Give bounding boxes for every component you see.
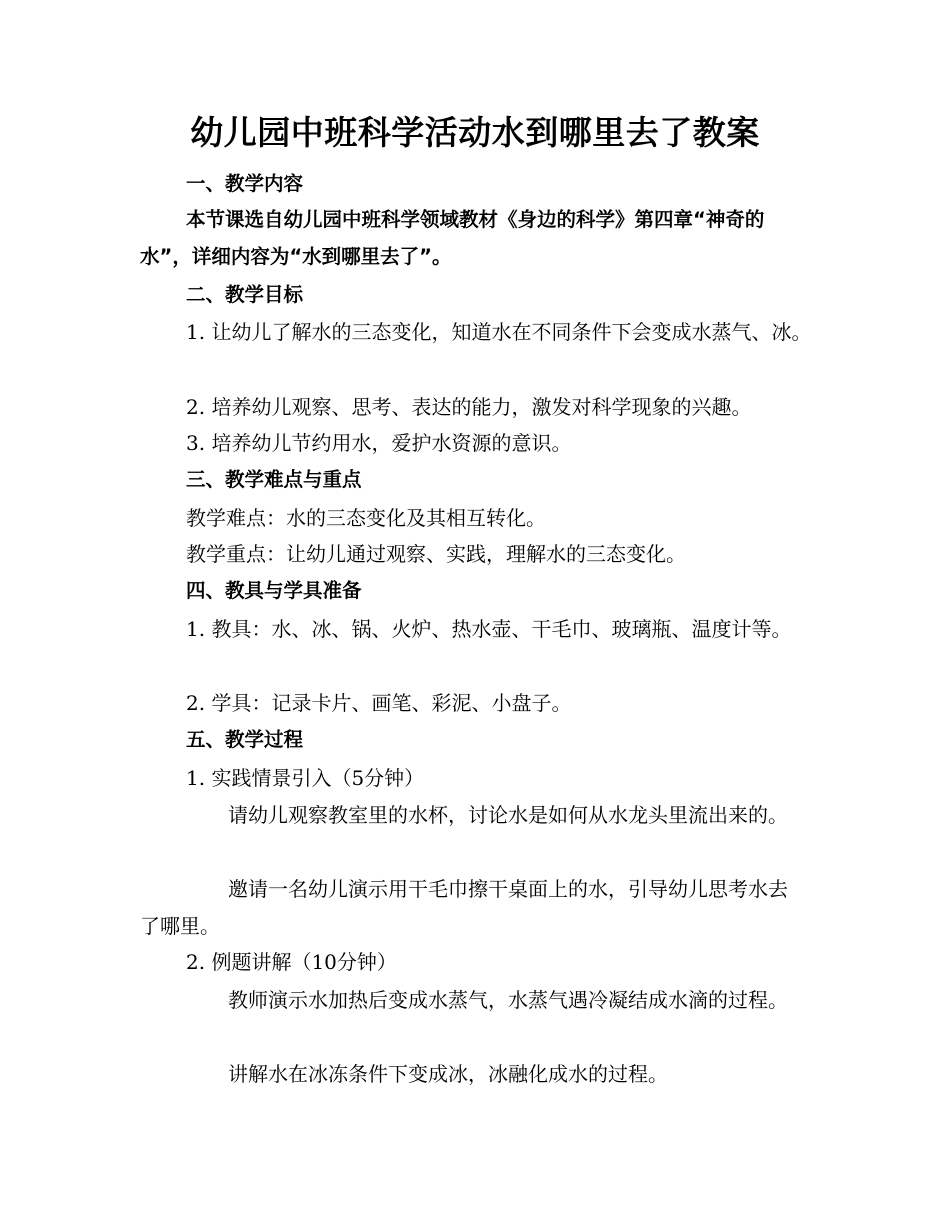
focus-text: 教学重点：让幼儿通过观察、实践，理解水的三态变化。: [186, 542, 686, 566]
goal-item-2: 2. 培养幼儿观察、思考、表达的能力，激发对科学现象的兴趣。: [186, 395, 752, 419]
content-text: 本节课选自幼儿园中班科学领域教材《身边的科学》第四章“神奇的水”，详细内容为“水到哪里去了”。: [140, 208, 765, 268]
process-step-2-b: 讲解水在冰冻条件下变成冰，冰融化成水的过程。: [228, 1062, 668, 1086]
goal-item-1: 1. 让幼儿了解水的三态变化，知道水在不同条件下会变成水蒸气、冰。: [186, 320, 812, 344]
process-step-2-a: 教师演示水加热后变成水蒸气，水蒸气遇冷凝结成水滴的过程。: [228, 988, 788, 1012]
heading-difficulty: 三、教学难点与重点: [186, 468, 362, 491]
heading-content: 一、教学内容: [186, 172, 304, 195]
tools-item-2: 2. 学具：记录卡片、画笔、彩泥、小盘子。: [186, 691, 572, 715]
heading-process: 五、教学过程: [186, 728, 304, 751]
heading-tools: 四、教具与学具准备: [186, 579, 362, 602]
goal-item-3: 3. 培养幼儿节约用水，爱护水资源的意识。: [186, 431, 572, 455]
process-step-1-b: 邀请一名幼儿演示用干毛巾擦干桌面上的水，引导幼儿思考水去了哪里。: [140, 877, 788, 938]
process-step-1-a: 请幼儿观察教室里的水杯，讨论水是如何从水龙头里流出来的。: [228, 803, 788, 827]
heading-goals: 二、教学目标: [186, 283, 304, 306]
page-title: 幼儿园中班科学活动水到哪里去了教案: [190, 113, 760, 152]
process-step-1: 1. 实践情景引入（5分钟）: [186, 766, 425, 790]
difficulty-text: 教学难点：水的三态变化及其相互转化。: [186, 506, 546, 530]
process-step-2: 2. 例题讲解（10分钟）: [186, 950, 397, 974]
tools-item-1: 1. 教具：水、冰、锅、火炉、热水壶、干毛巾、玻璃瓶、温度计等。: [186, 617, 792, 641]
